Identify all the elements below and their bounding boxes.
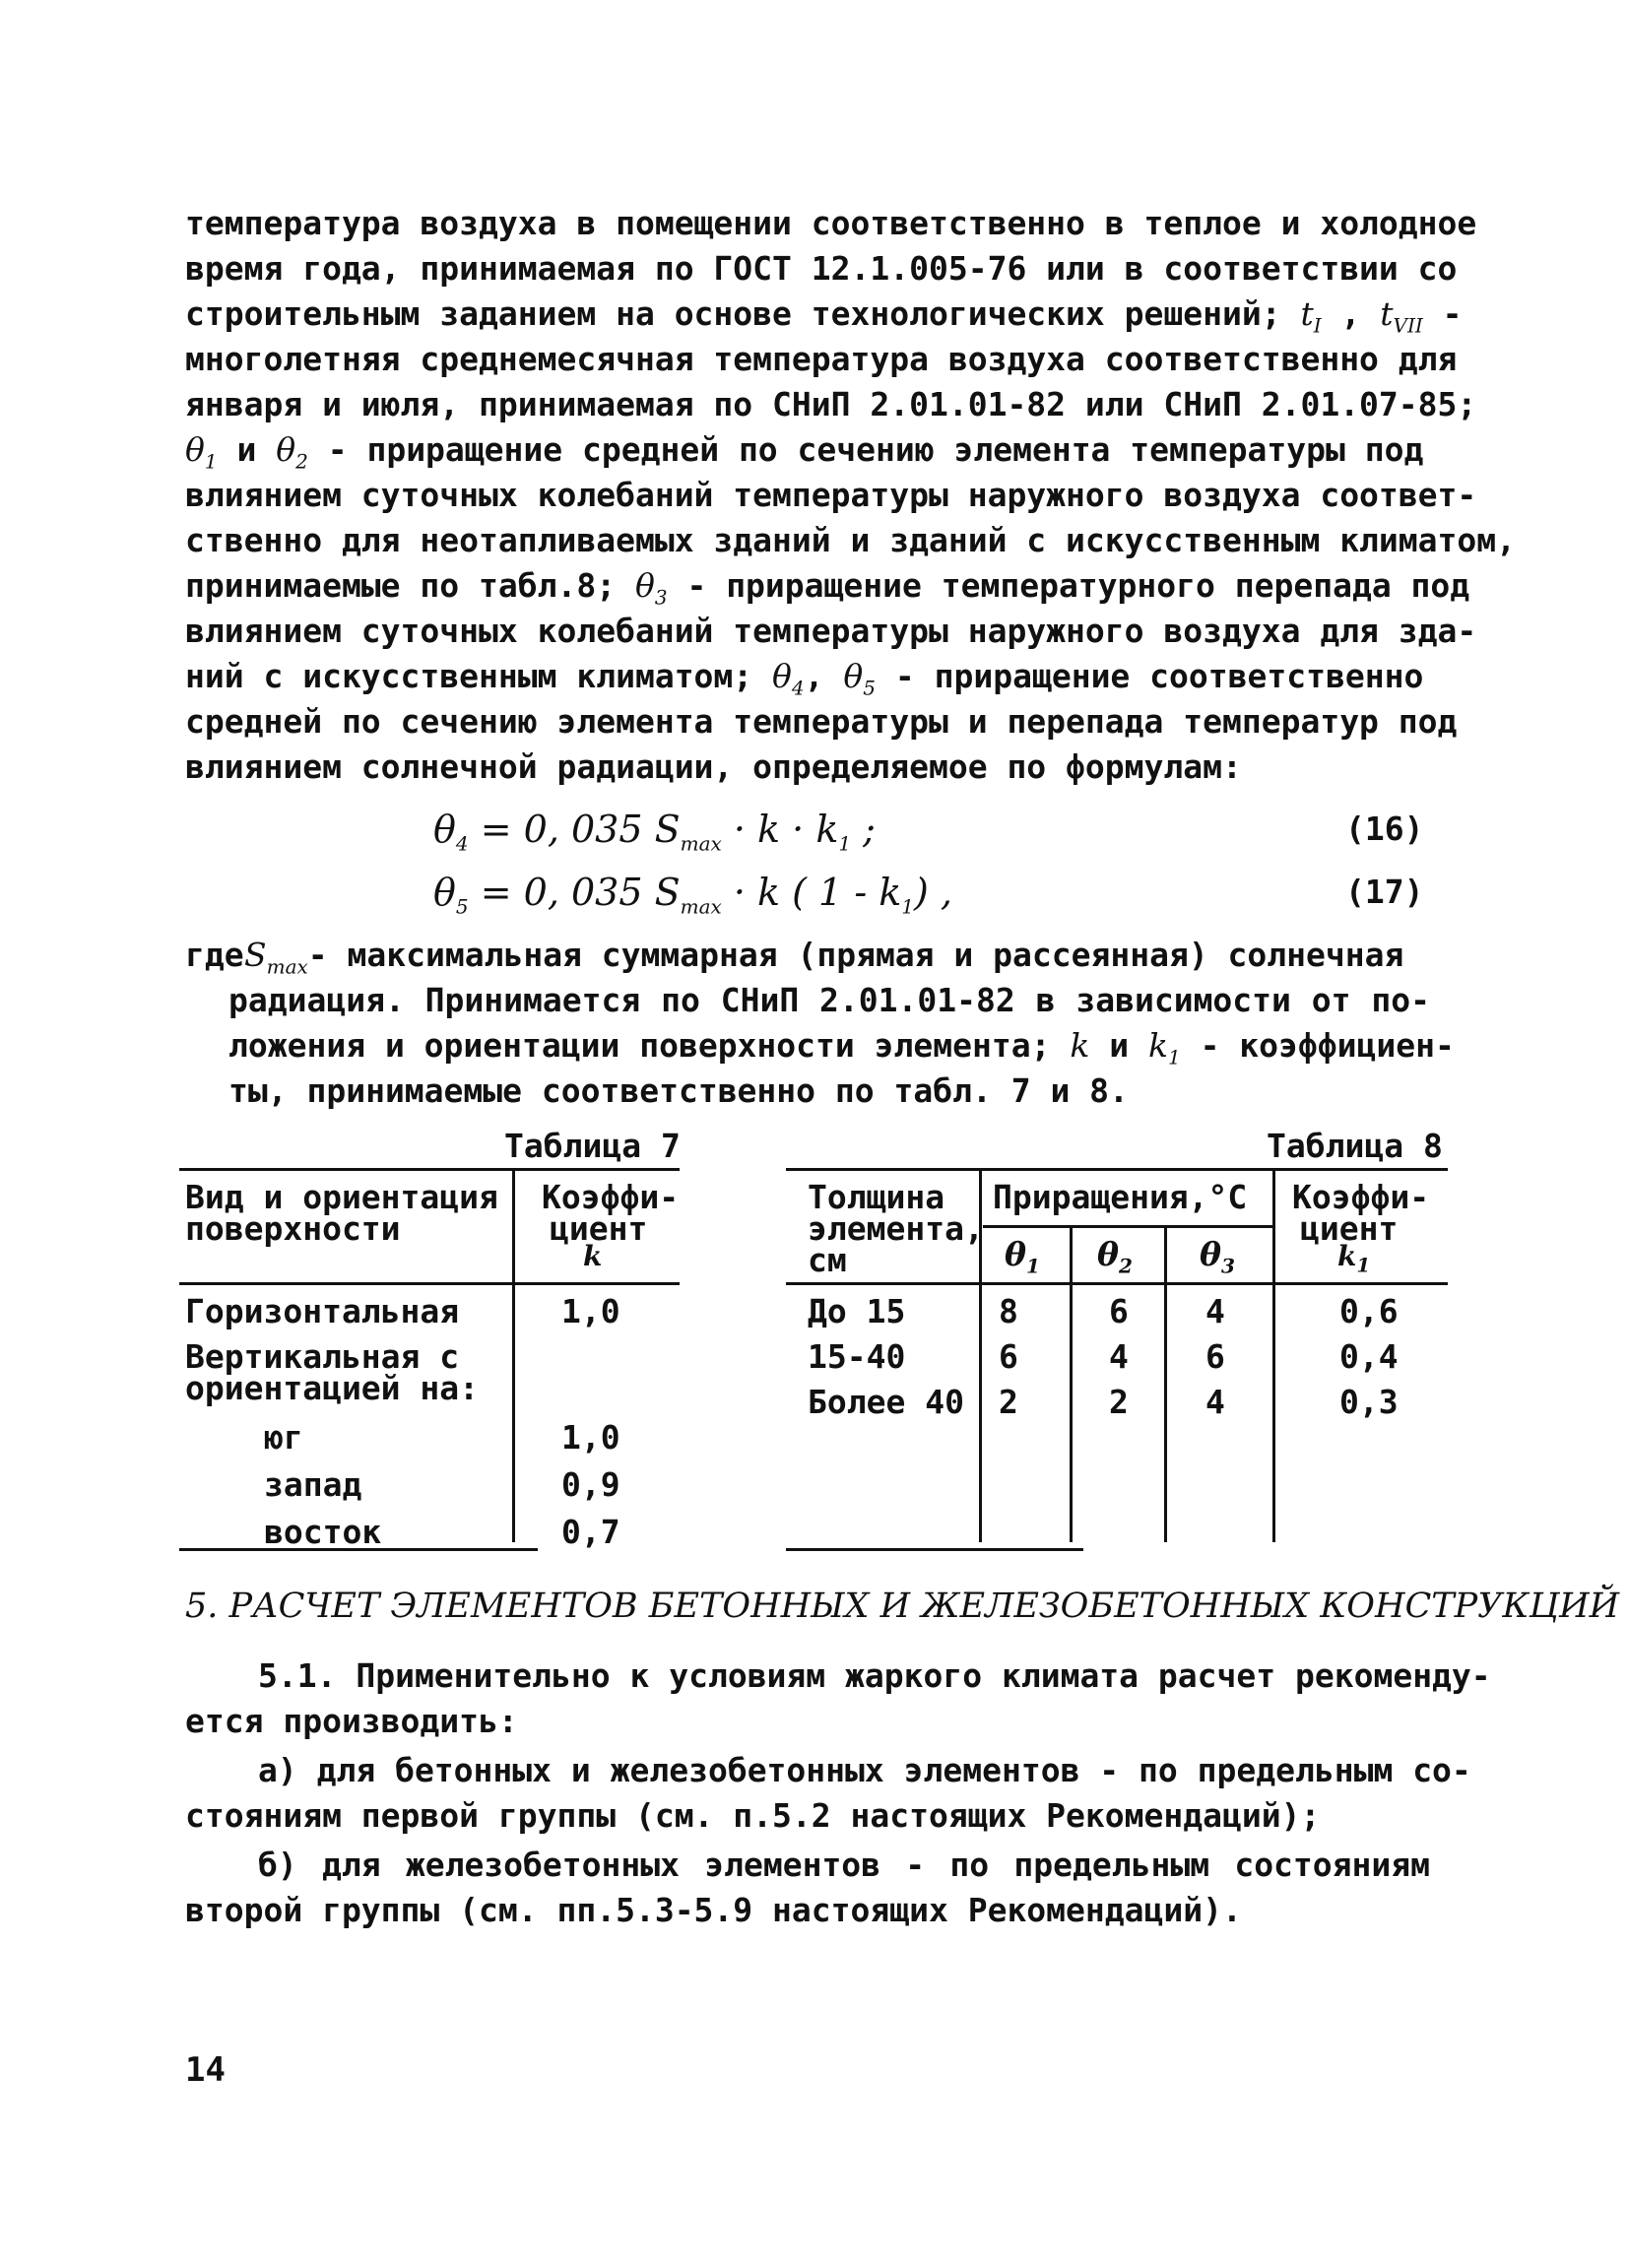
formula-16: $\theta_4 = 0$, 035 $S_{max} \cdot k \cdot k_1$ ; bbox=[433, 808, 876, 856]
table-cell: До 15 bbox=[808, 1292, 906, 1330]
text-fragment: ложения и ориентации поверхности элемента; bbox=[228, 1026, 1051, 1065]
table-header-symbol: $k_1$ bbox=[1337, 1240, 1371, 1277]
text-line bbox=[185, 294, 1463, 338]
table-header-cell: поверхности bbox=[185, 1209, 401, 1248]
text-line: влиянием суточных колебаний температуры наружного воздуха для зда- bbox=[185, 612, 1477, 650]
text-line bbox=[244, 936, 1404, 979]
text-line: ственно для неотапливаемых зданий и зданий с искусственным климатом, bbox=[185, 521, 1517, 559]
text-fragment: - приращение средней по сечению элемента температуры под bbox=[327, 430, 1424, 469]
table-cell: запад bbox=[264, 1465, 362, 1504]
symbol-theta1: $\theta_1$ bbox=[185, 430, 218, 474]
text-fragment: ний с искусственным климатом; bbox=[185, 657, 753, 695]
table-header-theta2: $\theta_2$ bbox=[1097, 1235, 1133, 1278]
text-fragment: - bbox=[1442, 294, 1463, 333]
table-header-cell: Коэффи- bbox=[1292, 1178, 1430, 1216]
text-line: ется производить: bbox=[185, 1702, 518, 1740]
table-rule bbox=[1272, 1168, 1275, 1542]
table-cell: 0,9 bbox=[561, 1465, 620, 1504]
symbol-theta5: $\theta_5$ bbox=[843, 657, 877, 700]
table-rule bbox=[983, 1225, 1274, 1228]
symbol-k: k bbox=[1070, 1026, 1090, 1065]
table-title: Таблица 7 bbox=[504, 1127, 681, 1165]
table-header-cell: Вид и ориентация bbox=[185, 1178, 498, 1216]
text-line: многолетняя среднемесячная температура воздуха соответственно для bbox=[185, 340, 1458, 378]
table-header-theta3: $\theta_3$ bbox=[1200, 1235, 1235, 1278]
table-header-cell: Коэффи- bbox=[542, 1178, 680, 1216]
symbol-theta2: $\theta_2$ bbox=[276, 430, 308, 474]
table-cell: 0,6 bbox=[1339, 1292, 1399, 1330]
text-line: б) для железобетонных элементов - по предельным состояниям bbox=[258, 1846, 1430, 1884]
section-heading: 5. РАСЧЕТ ЭЛЕМЕНТОВ БЕТОННЫХ И ЖЕЛЕЗОБЕТОННЫХ КОНСТРУКЦИЙ bbox=[185, 1587, 1620, 1626]
text-fragment: - приращение соответственно bbox=[894, 657, 1424, 695]
table-cell: 2 bbox=[999, 1383, 1018, 1421]
table-cell: 0,4 bbox=[1339, 1337, 1399, 1376]
text-fragment: строительным заданием на основе технологических решений; bbox=[185, 294, 1281, 333]
symbol-smax: $S_{max}$ bbox=[244, 936, 308, 979]
table-rule bbox=[786, 1548, 1083, 1551]
table-rule bbox=[512, 1168, 515, 1542]
text-line bbox=[185, 566, 1470, 610]
table-header-cell: циент bbox=[550, 1209, 648, 1248]
table-cell: 8 bbox=[999, 1292, 1018, 1330]
table-rule bbox=[786, 1168, 1448, 1171]
symbol-theta3: $\theta_3$ bbox=[634, 566, 668, 610]
table-cell: 6 bbox=[1205, 1337, 1225, 1376]
table-cell: 4 bbox=[1205, 1292, 1225, 1330]
table-cell: Горизонтальная bbox=[185, 1292, 460, 1330]
symbol-t-january: $t_I$ bbox=[1300, 294, 1322, 338]
text-line: а) для бетонных и железобетонных элементов - по предельным со- bbox=[258, 1751, 1471, 1789]
table-header-cell: см bbox=[808, 1241, 847, 1279]
text-line: второй группы (см. пп.5.3-5.9 настоящих Рекомендаций). bbox=[185, 1891, 1242, 1929]
text-line: радиация. Принимается по СНиП 2.01.01-82 в зависимости от по- bbox=[228, 981, 1430, 1019]
text-fragment: принимаемые по табл.8; bbox=[185, 566, 617, 605]
formula-number-16: (16) bbox=[1345, 810, 1424, 848]
table-cell: 6 bbox=[1109, 1292, 1129, 1330]
table-cell: 0,7 bbox=[561, 1513, 620, 1551]
text-line bbox=[185, 430, 1424, 474]
table-cell: 6 bbox=[999, 1337, 1018, 1376]
page-number: 14 bbox=[185, 2050, 226, 2090]
table-cell: 15-40 bbox=[808, 1337, 906, 1376]
formula-number-17: (17) bbox=[1345, 873, 1424, 911]
text-line: стояниям первой группы (см. п.5.2 настоящих Рекомендаций); bbox=[185, 1796, 1321, 1835]
table-title: Таблица 8 bbox=[1267, 1127, 1443, 1165]
symbol-t-july: $t_{VII}$ bbox=[1380, 294, 1423, 338]
text-fragment: - приращение температурного перепада под bbox=[686, 566, 1470, 605]
text-line: 5.1. Применительно к условиям жаркого климата расчет рекоменду- bbox=[258, 1656, 1491, 1695]
table-cell: Более 40 bbox=[808, 1383, 964, 1421]
table-header-cell: циент bbox=[1300, 1209, 1399, 1248]
table-cell: восток bbox=[264, 1513, 382, 1551]
table-rule bbox=[1164, 1225, 1167, 1542]
symbol-theta4: $\theta_4$ bbox=[772, 657, 805, 700]
text-fragment: , bbox=[1340, 294, 1361, 333]
formula-17: $\theta_5 = 0$, 035 $S_{max} \cdot k$ ( $1 - k_1$) , bbox=[433, 871, 952, 919]
where-label: где bbox=[185, 936, 244, 974]
text-line: температура воздуха в помещении соответственно в теплое и холодное bbox=[185, 204, 1477, 242]
text-line: средней по сечению элемента температуры и перепада температур под bbox=[185, 702, 1458, 741]
table-header-cell: Толщина bbox=[808, 1178, 945, 1216]
table-rule bbox=[179, 1282, 680, 1285]
text-line: ты, принимаемые соответственно по табл. 7 и 8. bbox=[228, 1071, 1129, 1110]
text-line bbox=[228, 1026, 1455, 1069]
text-line: января и июля, принимаемая по СНиП 2.01.01-82 или СНиП 2.01.07-85; bbox=[185, 385, 1477, 423]
table-cell: 1,0 bbox=[561, 1418, 620, 1457]
table-cell: юг bbox=[264, 1418, 303, 1457]
table-cell: 4 bbox=[1109, 1337, 1129, 1376]
table-header-theta1: $\theta_1$ bbox=[1005, 1235, 1040, 1278]
table-header-symbol: k bbox=[583, 1240, 603, 1272]
table-rule bbox=[786, 1282, 1448, 1285]
table-cell: 0,3 bbox=[1339, 1383, 1399, 1421]
table-rule bbox=[1070, 1225, 1073, 1542]
table-cell: 4 bbox=[1205, 1383, 1225, 1421]
text-fragment: и bbox=[236, 430, 257, 469]
text-fragment: - коэффициен- bbox=[1200, 1026, 1455, 1065]
symbol-k1: $k_1$ bbox=[1147, 1026, 1181, 1069]
text-line: ний с искусственным климатом; $\theta_4$, $\theta_5$ - приращение соответственно bbox=[185, 657, 1424, 700]
table-rule bbox=[179, 1168, 680, 1171]
table-cell: Вертикальная с bbox=[185, 1337, 460, 1376]
text-fragment: - максимальная суммарная (прямая и рассеянная) солнечная bbox=[307, 936, 1404, 974]
text-fragment: и bbox=[1109, 1026, 1130, 1065]
text-line: влиянием суточных колебаний температуры наружного воздуха соответ- bbox=[185, 476, 1477, 514]
table-header-cell: элемента, bbox=[808, 1209, 984, 1248]
text-line: время года, принимаемая по ГОСТ 12.1.005-76 или в соответствии со bbox=[185, 249, 1458, 288]
table-cell: 2 bbox=[1109, 1383, 1129, 1421]
text-line: влиянием солнечной радиации, определяемое по формулам: bbox=[185, 747, 1242, 786]
table-cell: ориентацией на: bbox=[185, 1369, 480, 1407]
table-cell: 1,0 bbox=[561, 1292, 620, 1330]
table-header-group: Приращения,°C bbox=[993, 1178, 1248, 1216]
